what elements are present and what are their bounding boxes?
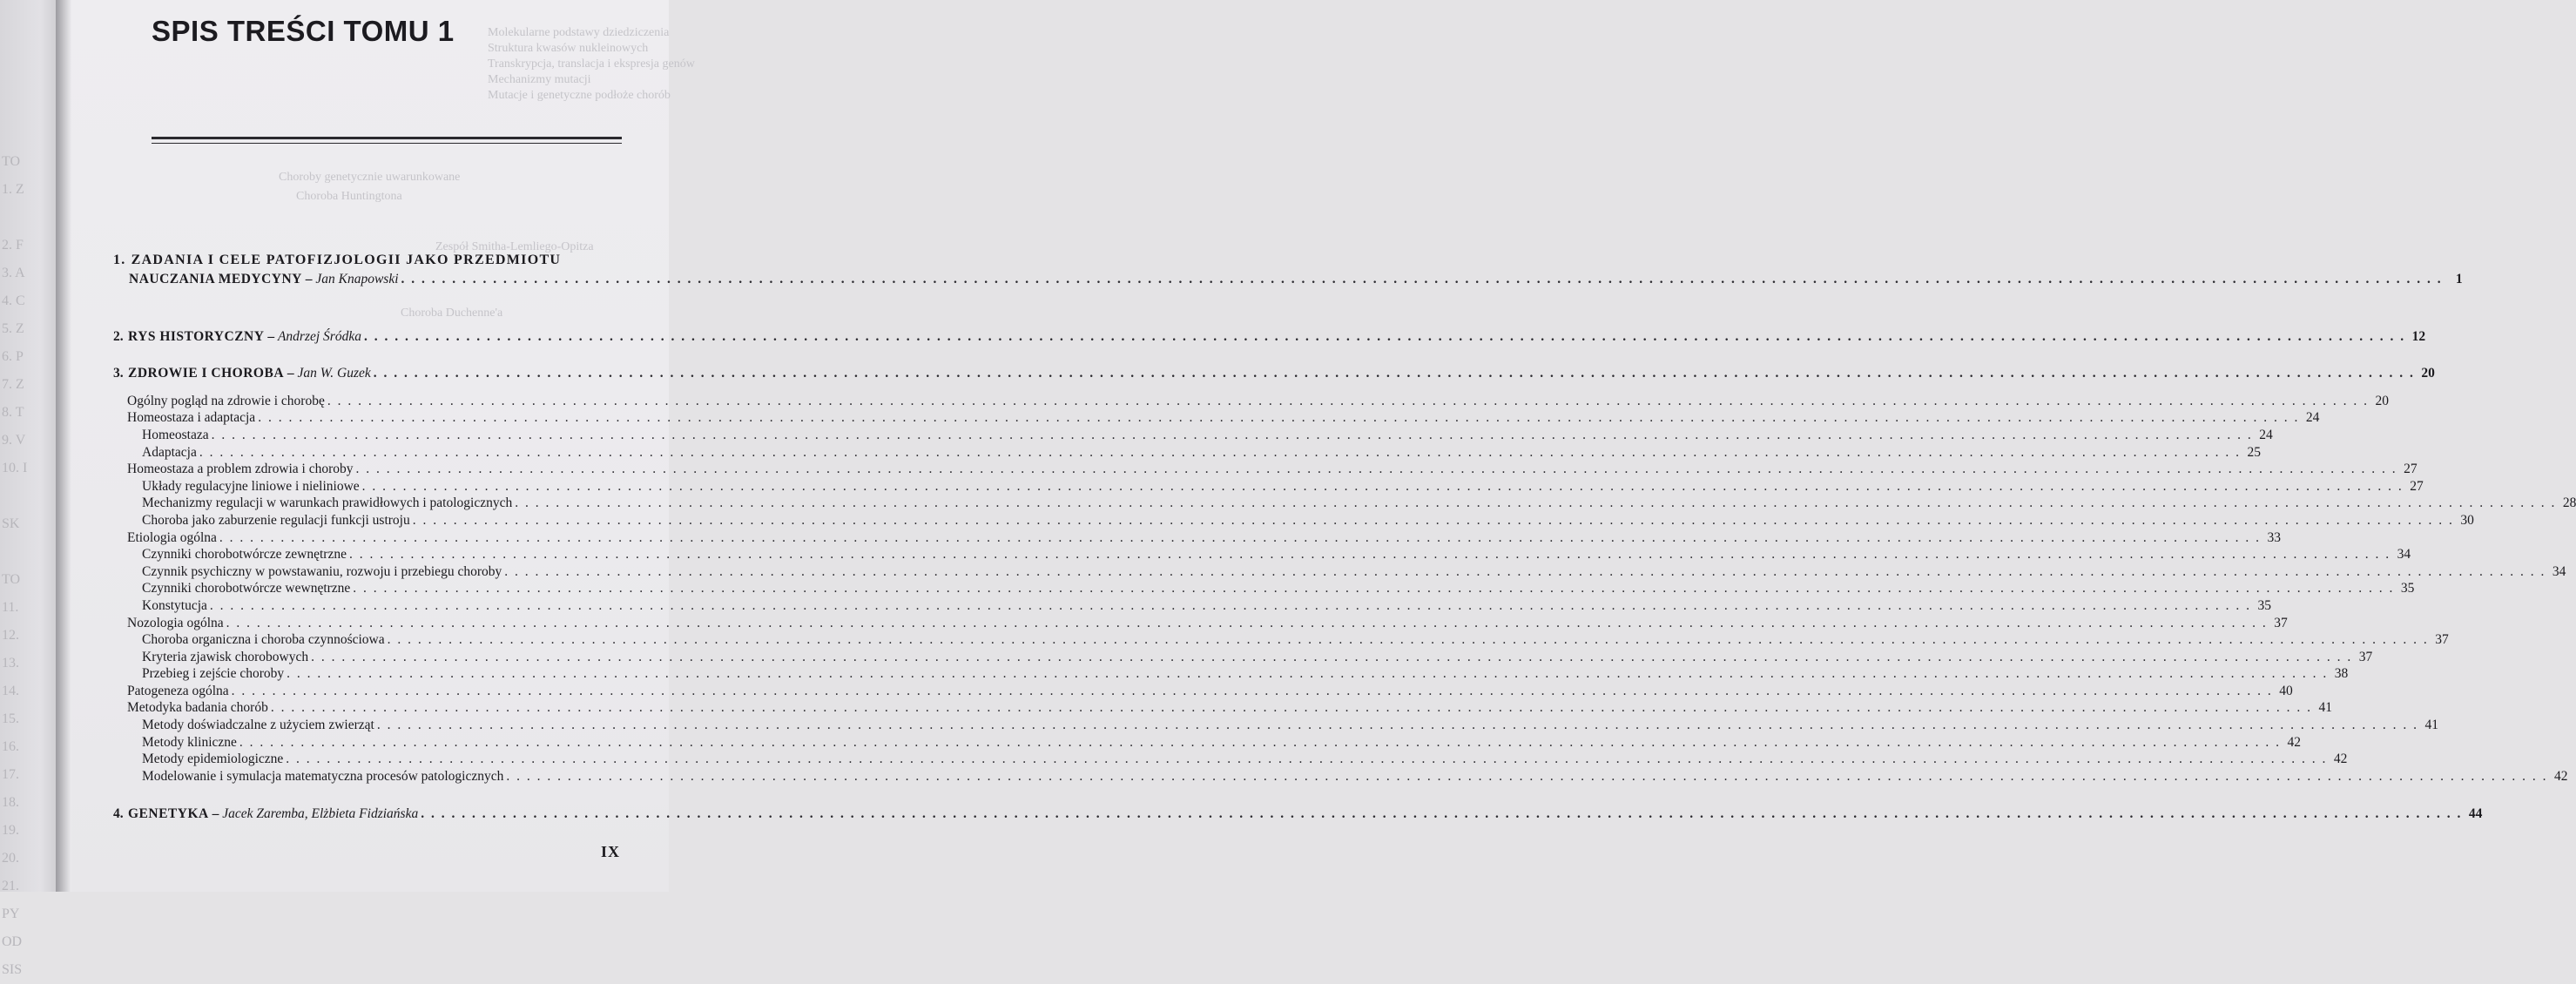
dot-leader: . . . . . . . . . . . . . . . . . . . . . . . . . . . . . . . . . . . . . . . . . . . . . . . . . . . . . . . . . . . . . . . . . . . . . . . . . . . . . . . . . . . . . . . . . . . . . . . . . . . . . . . . . . . . . . . . . . . . . . . . . . . . . . . . . . . . . . . . . . . . . . . . . . . . . . . . . . . . . . . . . . . . . . . . . . . . . . . . . . . . . . . . . . . . . . . . . . . . . . . . xyxy=(258,410,2300,426)
dot-leader: . . . . . . . . . . . . . . . . . . . . . . . . . . . . . . . . . . . . . . . . . . . . . . . . . . . . . . . . . . . . . . . . . . . . . . . . . . . . . . . . . . . . . . . . . . . . . . . . . . . . . . . . . . . . . . . . . . . . . . . . . . . . . . . . . . . . . . . . . . . . . . . . . . . . . . . . . . . . . . . . . . . . . . . . . . . . . . . . . . . . . . . . . . . . . . . . . . . . . . . . xyxy=(287,666,2329,682)
chapter-title: GENETYKA xyxy=(128,806,209,822)
dot-leader: . . . . . . . . . . . . . . . . . . . . . . . . . . . . . . . . . . . . . . . . . . . . . . . . . . . . . . . . . . . . . . . . . . . . . . . . . . . . . . . . . . . . . . . . . . . . . . . . . . . . . . . . . . . . . . . . . . . . . . . . . . . . . . . . . . . . . . . . . . . . . . . . . . . . . . . . . . . . . . . . . . . . . . . . . . . . . . . . . . . . . . . . . . . . . . . . . . . . . . . . xyxy=(199,444,2241,460)
chapter-label: 4. GENETYKA – Jacek Zaremba, Elżbieta Fidziańska xyxy=(113,806,419,822)
toc-entry-label: Homeostaza xyxy=(142,427,209,442)
toc-entry-label: Adaptacja xyxy=(142,444,197,460)
left-page-fragment: 11. xyxy=(2,600,19,615)
toc-entry-label: Metody kliniczne xyxy=(142,734,237,750)
book-gutter xyxy=(56,0,71,892)
chapter-title: RYS HISTORYCZNY xyxy=(128,328,265,344)
toc-entry-label: Choroba jako zaburzenie regulacji funkcji ustroju xyxy=(142,512,410,528)
page-ref: 25 xyxy=(2247,444,2261,460)
toc-entry-label: Czynniki chorobotwórcze zewnętrzne xyxy=(142,547,347,563)
chapter-entry xyxy=(113,366,2435,383)
toc-entry xyxy=(113,512,2474,530)
page-ref: 41 xyxy=(2424,718,2438,733)
dot-leader: . . . . . . . . . . . . . . . . . . . . . . . . . . . . . . . . . . . . . . . . . . . . . . . . . . . . . . . . . . . . . . . . . . . . . . . . . . . . . . . . . . . . . . . . . . . . . . . . . . . . . . . . . . . . . . . . . . . . . . . . . . . . . . . . . . . . . . . . . . . . . . . . . . . . . . . . . . . . . . . . . . . . . . . . . . . . . . . . . . . . . . . . . . . . . . . . . . . . . . . . xyxy=(515,495,2557,511)
toc-entry-label: Homeostaza a problem zdrowia i choroby xyxy=(127,462,354,477)
left-page-fragment: 12. xyxy=(2,628,19,643)
left-page-text-edge xyxy=(2,148,37,984)
chapter-entry xyxy=(113,272,2463,289)
left-page-fragment: 14. xyxy=(2,684,19,698)
chapter-number: 2. xyxy=(113,328,124,344)
toc-entry xyxy=(113,581,2415,598)
left-page-fragment: 21. xyxy=(2,879,19,893)
toc-entry-label: Czynniki chorobotwórcze wewnętrzne xyxy=(142,581,351,596)
left-page-fragment xyxy=(2,204,37,232)
toc-entry xyxy=(113,478,2424,496)
chapter-number: 1. xyxy=(113,253,126,267)
dot-leader: . . . . . . . . . . . . . . . . . . . . . . . . . . . . . . . . . . . . . . . . . . . . . . . . . . . . . . . . . . . . . . . . . . . . . . . . . . . . . . . . . . . . . . . . . . . . . . . . . . . . . . . . . . . . . . . . . . . . . . . . . . . . . . . . . . . . . . . . . . . . . . . . . . . . . . . . . . . . . . . . . . . . . . . . . . . . . . . . . . . . . . . . . . . . . . . . . . . . . . . . xyxy=(327,393,2369,408)
dot-leader: . . . . . . . . . . . . . . . . . . . . . . . . . . . . . . . . . . . . . . . . . . . . . . . . . . . . . . . . . . . . . . . . . . . . . . . . . . . . . . . . . . . . . . . . . . . . . . . . . . . . . . . . . . . . . . . . . . . . . . . . . . . . . . . . . . . . . . . . . . . . . . . . . . . . . . . . . . . . . . . . . . . . . . . . . . . . . . . . . . . . . . . . . . . . . . . . . . . . . . . . xyxy=(355,462,2397,477)
left-page-fragment: 8. T xyxy=(2,405,24,420)
page-ref: 40 xyxy=(2279,683,2293,698)
toc-entry xyxy=(113,427,2273,445)
chapter-number: 4. xyxy=(113,806,124,822)
chapter-author: Jan Knapowski xyxy=(315,272,399,286)
page-ref: 34 xyxy=(2552,563,2566,579)
dot-leader: . . . . . . . . . . . . . . . . . . . . . . . . . . . . . . . . . . . . . . . . . . . . . . . . . . . . . . . . . . . . . . . . . . . . . . . . . . . . . . . . . . . . . . . . . . . . . . . . . . . . . . . . . . . . . . . . . . . . . . . . . . . . . . . . . . . . . . . . . . . . . . . . . . . . . . . . . . . . . . . . . . . . . . . . . . . . . . . . . . . . . . . . . . . . . . . . . . . . . . . . xyxy=(363,328,2406,344)
bleed-through-line: Choroba Huntingtona xyxy=(296,190,402,203)
left-page-fragment: 7. Z xyxy=(2,377,24,392)
page-ref: 37 xyxy=(2358,649,2373,664)
page-ref: 24 xyxy=(2305,410,2320,426)
left-page-fragment: 13. xyxy=(2,656,19,671)
dot-leader: . . . . . . . . . . . . . . . . . . . . . . . . . . . . . . . . . . . . . . . . . . . . . . . . . . . . . . . . . . . . . . . . . . . . . . . . . . . . . . . . . . . . . . . . . . . . . . . . . . . . . . . . . . . . . . . . . . . . . . . . . . . . . . . . . . . . . . . . . . . . . . . . . . . . . . . . . . . . . . . . . . . . . . . . . . . . . . . . . . . . . . . . . . . . . . . . . . . . . . . . xyxy=(239,734,2282,750)
toc-entry-label: Metodyka badania chorób xyxy=(127,700,268,716)
dot-leader: . . . . . . . . . . . . . . . . . . . . . . . . . . . . . . . . . . . . . . . . . . . . . . . . . . . . . . . . . . . . . . . . . . . . . . . . . . . . . . . . . . . . . . . . . . . . . . . . . . . . . . . . . . . . . . . . . . . . . . . . . . . . . . . . . . . . . . . . . . . . . . . . . . . . . . . . . . . . . . . . . . . . . . . . . . . . . . . . . . . . . . . . . . . . . . . . . . . . . . . . xyxy=(209,597,2252,613)
left-page-fragment: SK xyxy=(2,516,20,531)
left-page-fragment: 9. V xyxy=(2,433,26,448)
left-page-fragment: 6. P xyxy=(2,349,24,364)
toc-entry xyxy=(113,632,2449,650)
dot-leader: . . . . . . . . . . . . . . . . . . . . . . . . . . . . . . . . . . . . . . . . . . . . . . . . . . . . . . . . . . . . . . . . . . . . . . . . . . . . . . . . . . . . . . . . . . . . . . . . . . . . . . . . . . . . . . . . . . . . . . . . . . . . . . . . . . . . . . . . . . . . . . . . . . . . . . . . . . . . . . . . . . . . . . . . . . . . . . . . . . . . . . . . . . . . . . . . . . . . . . . . xyxy=(231,683,2273,698)
page-ref: 42 xyxy=(2333,751,2348,767)
page-ref: 12 xyxy=(2411,328,2426,344)
toc-entry xyxy=(113,393,2389,411)
dot-leader: . . . . . . . . . . . . . . . . . . . . . . . . . . . . . . . . . . . . . . . . . . . . . . . . . . . . . . . . . . . . . . . . . . . . . . . . . . . . . . . . . . . . . . . . . . . . . . . . . . . . . . . . . . . . . . . . . . . . . . . . . . . . . . . . . . . . . . . . . . . . . . . . . . . . . . . . . . . . . . . . . . . . . . . . . . . . . . . . . . . . . . . . . . . . . . . . . . . . . . . . xyxy=(211,427,2253,442)
chapter-heading-line xyxy=(113,253,623,272)
toc-entry-label: Konstytucja xyxy=(142,597,207,613)
page-ref: 27 xyxy=(2410,478,2424,494)
table-of-contents xyxy=(113,253,2576,824)
page-ref: 37 xyxy=(2435,632,2449,648)
toc-entry xyxy=(113,444,2261,462)
dot-leader: . . . . . . . . . . . . . . . . . . . . . . . . . . . . . . . . . . . . . . . . . . . . . . . . . . . . . . . . . . . . . . . . . . . . . . . . . . . . . . . . . . . . . . . . . . . . . . . . . . . . . . . . . . . . . . . . . . . . . . . . . . . . . . . . . . . . . . . . . . . . . . . . . . . . . . . . . . . . . . . . . . . . . . . . . . . . . . . . . . . . . . . . . . . . . . . . . . . . . . . . xyxy=(387,632,2429,648)
dot-leader: . . . . . . . . . . . . . . . . . . . . . . . . . . . . . . . . . . . . . . . . . . . . . . . . . . . . . . . . . . . . . . . . . . . . . . . . . . . . . . . . . . . . . . . . . . . . . . . . . . . . . . . . . . . . . . . . . . . . . . . . . . . . . . . . . . . . . . . . . . . . . . . . . . . . . . . . . . . . . . . . . . . . . . . . . . . . . . . . . . . . . . . . . . . . . . . . . . . . . . . . xyxy=(286,751,2328,767)
page-ref: 1 xyxy=(2455,272,2463,286)
left-page-fragment: 17. xyxy=(2,767,19,782)
bleed-through-line: Mechanizmy mutacji xyxy=(488,73,591,86)
chapter-author: Jacek Zaremba, Elżbieta Fidziańska xyxy=(222,806,419,822)
toc-entry xyxy=(113,495,2576,513)
chapter-number: 3. xyxy=(113,366,124,381)
chapter-entry xyxy=(113,806,2483,824)
toc-entry xyxy=(113,718,2438,735)
page-ref: 34 xyxy=(2397,547,2411,563)
toc-entry xyxy=(113,547,2411,564)
page-ref: 30 xyxy=(2460,512,2474,528)
chapter-title: ZADANIA I CELE PATOFIZJOLOGII JAKO PRZEDMIOTU xyxy=(131,253,562,267)
left-page-fragment: 5. Z xyxy=(2,321,24,336)
page-ref: 41 xyxy=(2318,700,2332,716)
toc-entry-label: Metody doświadczalne z użyciem zwierząt xyxy=(142,718,374,733)
toc-entry-label: Ogólny pogląd na zdrowie i chorobę xyxy=(127,393,325,408)
dot-leader: . . . . . . . . . . . . . . . . . . . . . . . . . . . . . . . . . . . . . . . . . . . . . . . . . . . . . . . . . . . . . . . . . . . . . . . . . . . . . . . . . . . . . . . . . . . . . . . . . . . . . . . . . . . . . . . . . . . . . . . . . . . . . . . . . . . . . . . . . . . . . . . . . . . . . . . . . . . . . . . . . . . . . . . . . . . . . . . . . . . . . . . . . . . . . . . . . . . . . . . . xyxy=(353,581,2395,596)
left-page-fragment xyxy=(2,538,37,566)
left-page-fragment: SIS xyxy=(2,962,23,977)
dot-leader: . . . . . . . . . . . . . . . . . . . . . . . . . . . . . . . . . . . . . . . . . . . . . . . . . . . . . . . . . . . . . . . . . . . . . . . . . . . . . . . . . . . . . . . . . . . . . . . . . . . . . . . . . . . . . . . . . . . . . . . . . . . . . . . . . . . . . . . . . . . . . . . . . . . . . . . . . . . . . . . . . . . . . . . . . . . . . . . . . . . . . . . . . . . . . . . . . . . . . . . . xyxy=(226,615,2268,630)
page-ref: 42 xyxy=(2287,734,2302,750)
chapter-author: Andrzej Śródka xyxy=(277,328,361,344)
toc-entry-label: Układy regulacyjne liniowe i nieliniowe xyxy=(142,478,360,494)
left-page-fragment: 1. Z xyxy=(2,182,24,197)
left-page-fragment: TO xyxy=(2,572,21,587)
dot-leader: . . . . . . . . . . . . . . . . . . . . . . . . . . . . . . . . . . . . . . . . . . . . . . . . . . . . . . . . . . . . . . . . . . . . . . . . . . . . . . . . . . . . . . . . . . . . . . . . . . . . . . . . . . . . . . . . . . . . . . . . . . . . . . . . . . . . . . . . . . . . . . . . . . . . . . . . . . . . . . . . . . . . . . . . . . . . . . . . . . . . . . . . . . . . . . . . . . . . . . . . xyxy=(361,478,2404,494)
toc-entry xyxy=(113,410,2320,428)
dot-leader: . . . . . . . . . . . . . . . . . . . . . . . . . . . . . . . . . . . . . . . . . . . . . . . . . . . . . . . . . . . . . . . . . . . . . . . . . . . . . . . . . . . . . . . . . . . . . . . . . . . . . . . . . . . . . . . . . . . . . . . . . . . . . . . . . . . . . . . . . . . . . . . . . . . . . . . . . . . . . . . . . . . . . . . . . . . . . . . . . . . . . . . . . . . . . . . . . . . . . . . . xyxy=(504,563,2546,579)
page-ref: 20 xyxy=(2375,393,2389,408)
toc-entry xyxy=(113,768,2568,786)
bleed-through-line: Transkrypcja, translacja i ekspresja genów xyxy=(488,57,695,71)
bleed-through-line: Molekularne podstawy dziedziczenia xyxy=(488,26,670,39)
left-page-fragment: 4. C xyxy=(2,293,25,308)
left-page-fragment: 15. xyxy=(2,711,19,726)
left-page-fragment: TO xyxy=(2,154,21,169)
left-page-fragment: 2. F xyxy=(2,238,24,253)
bleed-through-line: Zespół Smitha-Lemliego-Opitza xyxy=(435,240,594,253)
toc-entry-label: Choroba organiczna i choroba czynnościowa xyxy=(142,632,385,648)
page-ref: 35 xyxy=(2400,581,2415,596)
toc-entry xyxy=(113,529,2282,548)
page-ref: 33 xyxy=(2267,529,2282,545)
page-ref: 24 xyxy=(2259,427,2273,442)
toc-entry-label: Czynnik psychiczny w powstawaniu, rozwoju i przebiegu choroby xyxy=(142,563,502,579)
dot-leader: . . . . . . . . . . . . . . . . . . . . . . . . . . . . . . . . . . . . . . . . . . . . . . . . . . . . . . . . . . . . . . . . . . . . . . . . . . . . . . . . . . . . . . . . . . . . . . . . . . . . . . . . . . . . . . . . . . . . . . . . . . . . . . . . . . . . . . . . . . . . . . . . . . . . . . . . . . . . . . . . . . . . . . . . . . . . . . . . . . . . . . . . . . . . . . . . . . . . . . . . xyxy=(270,700,2312,716)
toc-entry-label: Kryteria zjawisk chorobowych xyxy=(142,649,309,664)
left-page-fragment: 19. xyxy=(2,823,19,838)
toc-entry-label: Homeostaza i adaptacja xyxy=(127,410,256,426)
page-ref: 37 xyxy=(2274,615,2288,630)
left-page-fragment: 3. A xyxy=(2,266,25,280)
page-ref: 27 xyxy=(2404,462,2418,477)
page-ref: 38 xyxy=(2334,666,2349,682)
chapter-label: 3. ZDROWIE I CHOROBA – Jan W. Guzek xyxy=(113,366,371,381)
toc-entry-label: Etiologia ogólna xyxy=(127,529,217,545)
toc-entry-label: Modelowanie i symulacja matematyczna procesów patologicznych xyxy=(142,768,504,784)
toc-entry xyxy=(113,597,2272,616)
dot-leader: . . . . . . . . . . . . . . . . . . . . . . . . . . . . . . . . . . . . . . . . . . . . . . . . . . . . . . . . . . . . . . . . . . . . . . . . . . . . . . . . . . . . . . . . . . . . . . . . . . . . . . . . . . . . . . . . . . . . . . . . . . . . . . . . . . . . . . . . . . . . . . . . . . . . . . . . . . . . . . . . . . . . . . . . . . . . . . . . . . . . . . . . . . . . . . . . . . . . . . . . xyxy=(311,649,2353,664)
left-page-fragment xyxy=(2,482,37,510)
page-ref: 42 xyxy=(2553,768,2568,784)
bleed-through-line: Choroby genetycznie uwarunkowane xyxy=(279,171,461,184)
title-rule xyxy=(152,137,622,144)
page-ref: 35 xyxy=(2257,597,2272,613)
toc-entry xyxy=(113,615,2288,633)
left-page-edge xyxy=(0,0,57,977)
left-page-fragment: PY xyxy=(2,906,20,921)
dot-leader: . . . . . . . . . . . . . . . . . . . . . . . . . . . . . . . . . . . . . . . . . . . . . . . . . . . . . . . . . . . . . . . . . . . . . . . . . . . . . . . . . . . . . . . . . . . . . . . . . . . . . . . . . . . . . . . . . . . . . . . . . . . . . . . . . . . . . . . . . . . . . . . . . . . . . . . . . . . . . . . . . . . . . . . . . . . . . . . . . . . . . . . . . . . . . . . . . . . . . . . . xyxy=(376,718,2418,733)
toc-entry xyxy=(113,666,2349,684)
section-list xyxy=(113,393,2576,786)
bleed-through-line: Struktura kwasów nukleinowych xyxy=(488,42,649,55)
page-ref: 44 xyxy=(2468,806,2483,822)
dot-leader: . . . . . . . . . . . . . . . . . . . . . . . . . . . . . . . . . . . . . . . . . . . . . . . . . . . . . . . . . . . . . . . . . . . . . . . . . . . . . . . . . . . . . . . . . . . . . . . . . . . . . . . . . . . . . . . . . . . . . . . . . . . . . . . . . . . . . . . . . . . . . . . . . . . . . . . . . . . . . . . . . . . . . . . . . . . . . . . . . . . . . . . . . . . . . . . . . . . . . . . . xyxy=(421,806,2463,822)
chapter-entry xyxy=(113,328,2426,347)
toc-entry-label: Metody epidemiologiczne xyxy=(142,751,284,767)
chapter-author: Jan W. Guzek xyxy=(297,366,371,381)
left-page-fragment: 18. xyxy=(2,795,19,810)
bleed-through-line: Choroba Duchenne'a xyxy=(401,307,503,320)
toc-entry-label: Patogeneza ogólna xyxy=(127,683,229,698)
dot-leader: . . . . . . . . . . . . . . . . . . . . . . . . . . . . . . . . . . . . . . . . . . . . . . . . . . . . . . . . . . . . . . . . . . . . . . . . . . . . . . . . . . . . . . . . . . . . . . . . . . . . . . . . . . . . . . . . . . . . . . . . . . . . . . . . . . . . . . . . . . . . . . . . . . . . . . . . . . . . . . . . . . . . . . . . . . . . . . . . . . . . . . . . . . . . . . . . . . . . . . . . xyxy=(506,768,2548,784)
toc-entry-label: Mechanizmy regulacji w warunkach prawidłowych i patologicznych xyxy=(142,495,513,511)
page-ref: 20 xyxy=(2421,366,2435,381)
toc-entry xyxy=(113,649,2373,667)
toc-entry-label: Przebieg i zejście choroby xyxy=(142,666,285,682)
dot-leader: . . . . . . . . . . . . . . . . . . . . . . . . . . . . . . . . . . . . . . . . . . . . . . . . . . . . . . . . . . . . . . . . . . . . . . . . . . . . . . . . . . . . . . . . . . . . . . . . . . . . . . . . . . . . . . . . . . . . . . . . . . . . . . . . . . . . . . . . . . . . . . . . . . . . . . . . . . . . . . . . . . . . . . . . . . . . . . . . . . . . . . . . . . . . . . . . . . . . . . . . xyxy=(219,529,2262,545)
dot-leader: . . . . . . . . . . . . . . . . . . . . . . . . . . . . . . . . . . . . . . . . . . . . . . . . . . . . . . . . . . . . . . . . . . . . . . . . . . . . . . . . . . . . . . . . . . . . . . . . . . . . . . . . . . . . . . . . . . . . . . . . . . . . . . . . . . . . . . . . . . . . . . . . . . . . . . . . . . . . . . . . . . . . . . . . . . . . . . . . . . . . . . . . . . . . . . . . . . . . . . . . xyxy=(373,366,2415,381)
dot-leader: . . . . . . . . . . . . . . . . . . . . . . . . . . . . . . . . . . . . . . . . . . . . . . . . . . . . . . . . . . . . . . . . . . . . . . . . . . . . . . . . . . . . . . . . . . . . . . . . . . . . . . . . . . . . . . . . . . . . . . . . . . . . . . . . . . . . . . . . . . . . . . . . . . . . . . . . . . . . . . . . . . . . . . . . . . . . . . . . . . . . . . . . . . . . . . . . . . . . . . . . xyxy=(401,272,2443,286)
toc-entry-label: Nozologia ogólna xyxy=(127,615,224,630)
left-page-fragment: 20. xyxy=(2,851,19,866)
dot-leader: . . . . . . . . . . . . . . . . . . . . . . . . . . . . . . . . . . . . . . . . . . . . . . . . . . . . . . . . . . . . . . . . . . . . . . . . . . . . . . . . . . . . . . . . . . . . . . . . . . . . . . . . . . . . . . . . . . . . . . . . . . . . . . . . . . . . . . . . . . . . . . . . . . . . . . . . . . . . . . . . . . . . . . . . . . . . . . . . . . . . . . . . . . . . . . . . . . . . . . . . xyxy=(348,547,2391,563)
toc-entry xyxy=(113,563,2566,582)
toc-entry xyxy=(113,462,2418,479)
left-page-fragment: OD xyxy=(2,934,23,949)
toc-entry xyxy=(113,700,2332,718)
page-number: IX xyxy=(601,843,621,860)
chapter-title: NAUCZANIA MEDYCYNY xyxy=(129,272,302,286)
toc-entry xyxy=(113,751,2348,769)
bleed-through-line: Mutacje i genetyczne podłoże chorób xyxy=(488,89,671,102)
page-ref: 28 xyxy=(2562,495,2576,511)
page-title: SPIS TREŚCI TOMU 1 xyxy=(152,15,455,47)
left-page-fragment: 10. I xyxy=(2,461,28,475)
left-page-fragment: 16. xyxy=(2,739,19,754)
chapter-title: ZDROWIE I CHOROBA xyxy=(128,366,285,381)
toc-entry xyxy=(113,734,2302,752)
dot-leader: . . . . . . . . . . . . . . . . . . . . . . . . . . . . . . . . . . . . . . . . . . . . . . . . . . . . . . . . . . . . . . . . . . . . . . . . . . . . . . . . . . . . . . . . . . . . . . . . . . . . . . . . . . . . . . . . . . . . . . . . . . . . . . . . . . . . . . . . . . . . . . . . . . . . . . . . . . . . . . . . . . . . . . . . . . . . . . . . . . . . . . . . . . . . . . . . . . . . . . . . xyxy=(412,512,2454,528)
chapter-label: 2. RYS HISTORYCZNY – Andrzej Śródka xyxy=(113,328,361,344)
toc-entry xyxy=(113,683,2293,701)
chapter-label: NAUCZANIA MEDYCYNY – Jan Knapowski xyxy=(129,272,399,286)
